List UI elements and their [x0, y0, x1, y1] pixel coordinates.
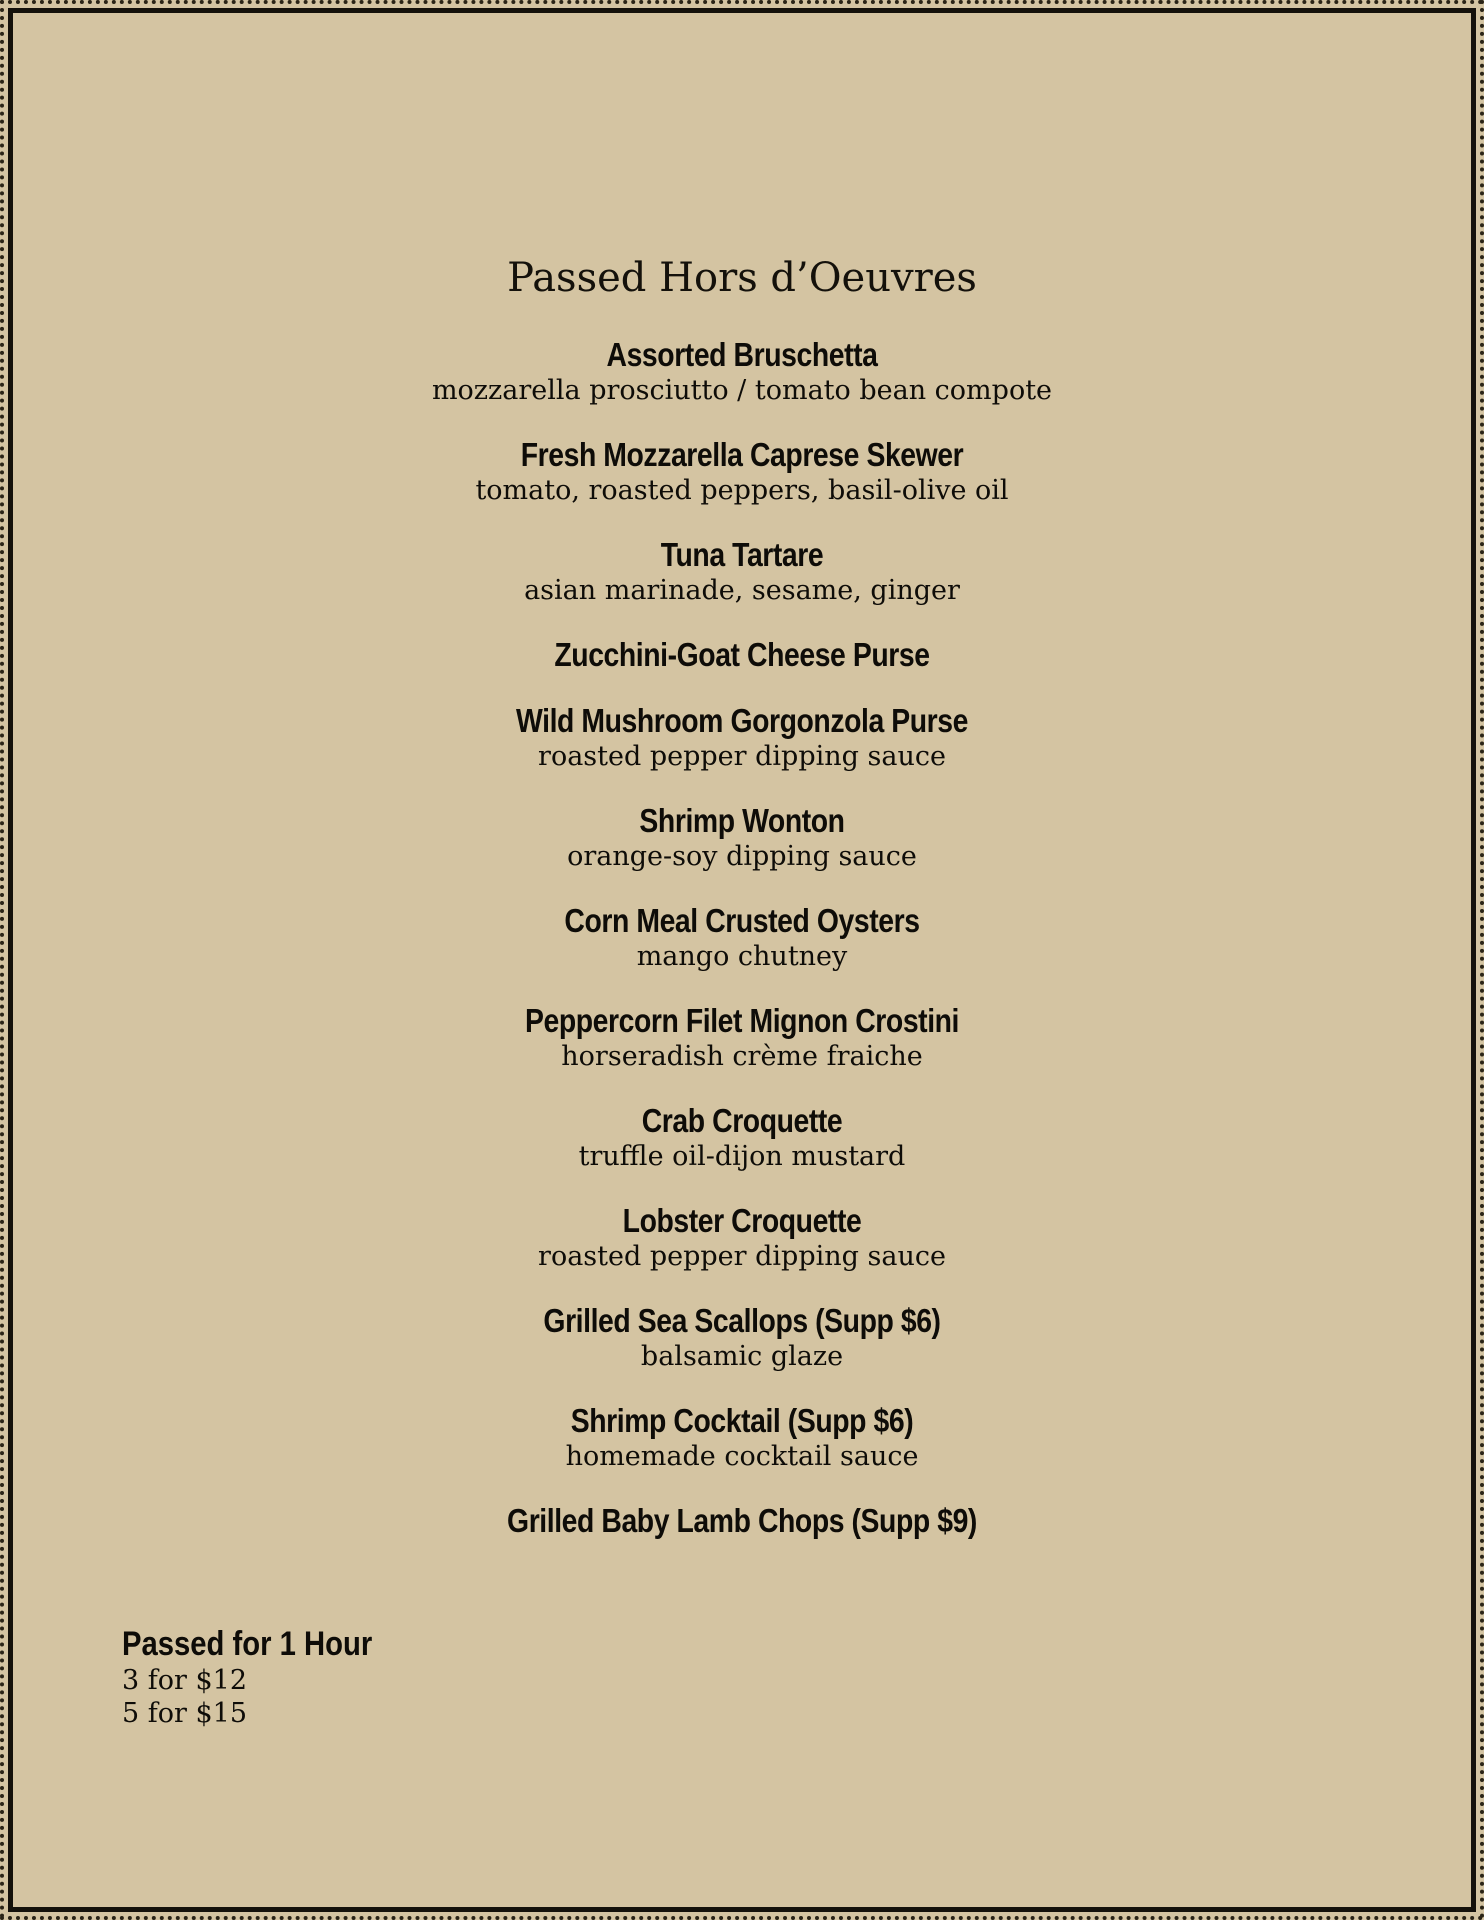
menu-item: [0, 336, 1484, 408]
menu-item-description: roasted pepper dipping sauce: [538, 1241, 946, 1272]
menu-item-name: Grilled Sea Scallops (Supp $6): [543, 1302, 941, 1339]
menu-item: [0, 636, 1484, 674]
menu-item-name: Corn Meal Crusted Oysters: [564, 902, 920, 939]
menu-item: [0, 536, 1484, 608]
menu-item-description: asian marinade, sesame, ginger: [524, 575, 960, 606]
menu-item-name: Peppercorn Filet Mignon Crostini: [524, 1002, 960, 1039]
pricing-block: [122, 1624, 413, 1730]
menu-item-description: mozzarella prosciutto / tomato bean compote: [431, 375, 1053, 406]
menu-item-name: Crab Croquette: [641, 1102, 843, 1139]
menu-item: [0, 1302, 1484, 1374]
menu-item-description: tomato, roasted peppers, basil-olive oil: [475, 475, 1009, 506]
menu-item: [0, 1502, 1484, 1540]
menu-item: [0, 1402, 1484, 1474]
menu-items-list: [0, 336, 1484, 1568]
menu-item-name: Shrimp Cocktail (Supp $6): [570, 1402, 914, 1439]
menu-item-name: Lobster Croquette: [622, 1202, 862, 1239]
menu-item: [0, 436, 1484, 508]
menu-item-description: truffle oil-dijon mustard: [578, 1141, 906, 1172]
pricing-heading: Passed for 1 Hour: [122, 1625, 373, 1663]
menu-item: [0, 702, 1484, 774]
menu-item: [0, 1102, 1484, 1174]
menu-item-description: balsamic glaze: [640, 1341, 844, 1372]
menu-title: Passed Hors d’Oeuvres: [507, 255, 977, 301]
pricing-line: 5 for $15: [122, 1698, 248, 1729]
menu-item-name: Fresh Mozzarella Caprese Skewer: [520, 436, 964, 473]
menu-item-description: homemade cocktail sauce: [565, 1441, 919, 1472]
menu-item-description: orange-soy dipping sauce: [567, 841, 917, 872]
menu-item-name: Tuna Tartare: [660, 536, 824, 573]
menu-item-description: horseradish crème fraiche: [561, 1041, 923, 1072]
menu-item-name: Wild Mushroom Gorgonzola Purse: [516, 702, 968, 739]
menu-item: [0, 902, 1484, 974]
menu-item-description: roasted pepper dipping sauce: [538, 741, 946, 772]
menu-item: [0, 802, 1484, 874]
menu-item-name: Shrimp Wonton: [639, 802, 845, 839]
menu-item-description: mango chutney: [636, 941, 848, 972]
menu-item-name: Grilled Baby Lamb Chops (Supp $9): [507, 1502, 977, 1539]
menu-item: [0, 1002, 1484, 1074]
pricing-line: 3 for $12: [122, 1665, 248, 1696]
menu-item: [0, 1202, 1484, 1274]
menu-item-name: Zucchini-Goat Cheese Purse: [554, 636, 930, 673]
menu-item-name: Assorted Bruschetta: [606, 336, 878, 373]
